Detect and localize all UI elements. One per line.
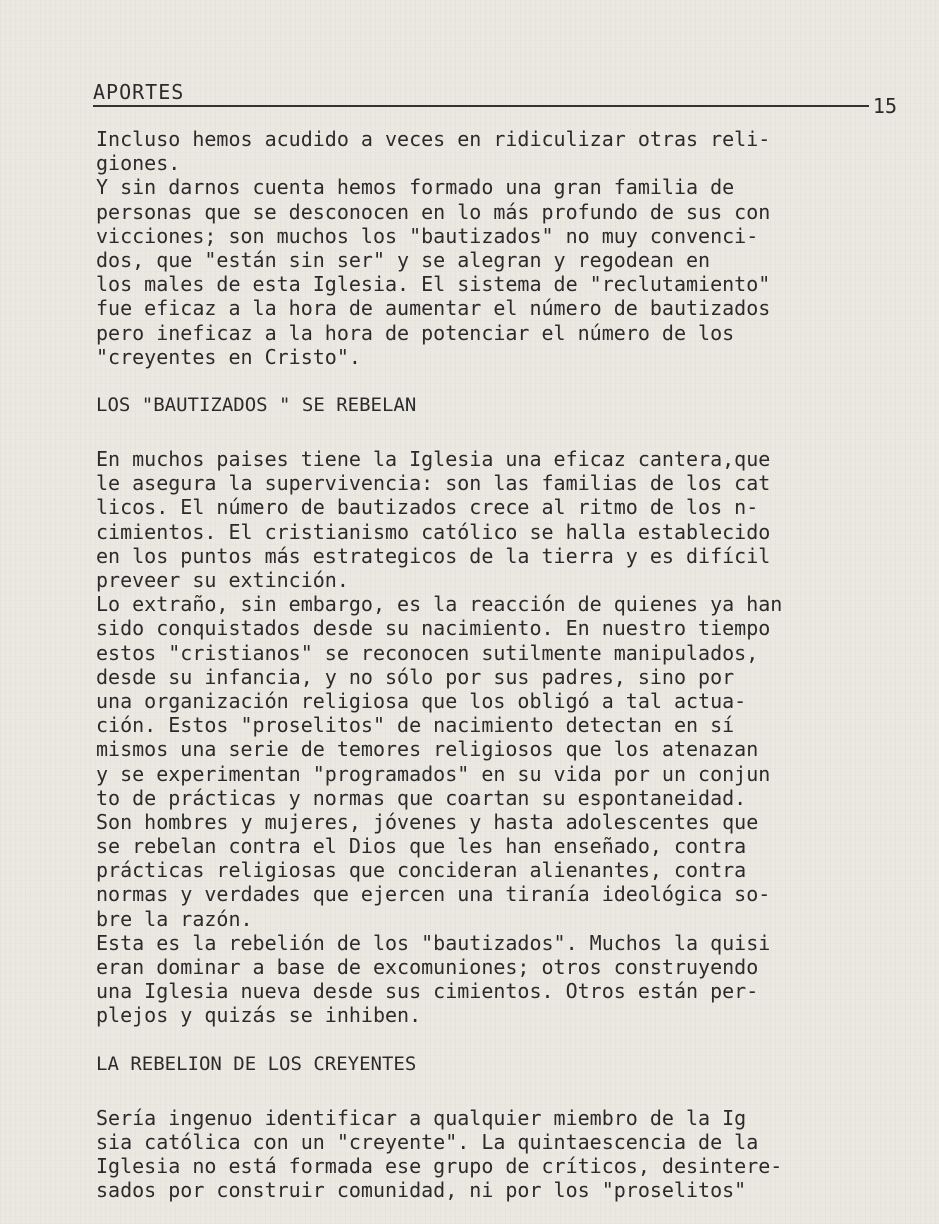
running-title: APORTES: [93, 80, 185, 104]
text-line: Iglesia no está formada ese grupo de críticos, desintere-: [96, 1154, 783, 1179]
text-line: personas que se desconocen en lo más profundo de sus con: [96, 199, 771, 224]
text-line: bre la razón.: [96, 906, 253, 931]
text-line: giones.: [96, 151, 181, 176]
text-line: fue eficaz a la hora de aumentar el número de bautizados: [96, 296, 771, 321]
section-heading-creyentes: LA REBELION DE LOS CREYENTES: [96, 1052, 417, 1075]
text-line: sia católica con un "creyente". La quintaescencia de la: [96, 1129, 759, 1154]
text-line: se rebelan contra el Dios que les han enseñado, contra: [96, 834, 747, 859]
page-number: 15: [872, 94, 897, 118]
text-line: preveer su extinción.: [96, 568, 349, 592]
text-line: Y sin darnos cuenta hemos formado una gran familia de: [96, 175, 735, 200]
text-line: le asegura la supervivencia: son las familias de los cat: [96, 471, 771, 496]
text-line: y se experimentan "programados" en su vida por un conjun: [96, 761, 771, 786]
text-line: mismos una serie de temores religiosos que los atenazan: [96, 737, 759, 762]
text-line: una Iglesia nueva desde sus cimientos. Otros están per-: [96, 979, 759, 1004]
text-line: desde su infancia, y no sólo por sus padres, sino por: [96, 664, 735, 689]
page-header: [93, 80, 903, 116]
text-line: cimientos. El cristianismo católico se halla establecido: [96, 519, 771, 544]
text-line: una organización religiosa que los obligó a tal actua-: [96, 688, 747, 713]
text-line: En muchos paises tiene la Iglesia una eficaz cantera,que: [96, 447, 771, 472]
text-line: sido conquistados desde su nacimiento. En nuestro tiempo: [96, 616, 771, 641]
header-rule: [93, 105, 869, 107]
document-body: [96, 127, 906, 1203]
text-line: Esta es la rebelión de los "bautizados". Muchos la quisi: [96, 930, 771, 955]
paragraph-bautizados: [96, 447, 906, 1028]
text-line: normas y verdades que ejercen una tiranía ideológica so-: [96, 882, 771, 907]
text-line: plejos y quizás se inhiben.: [96, 1003, 422, 1028]
paragraph-intro: [96, 127, 906, 369]
text-line: ción. Estos "proselitos" de nacimiento detectan en sí: [96, 713, 735, 738]
text-line: eran dominar a base de excomuniones; otros construyendo: [96, 955, 759, 979]
text-line: pero ineficaz a la hora de potenciar el número de los: [96, 320, 735, 345]
text-line: Sería ingenuo identificar a qualquier miembro de la Ig: [96, 1105, 747, 1130]
text-line: vicciones; son muchos los "bautizados" no muy convenci-: [96, 223, 759, 248]
section-heading-bautizados: LOS "BAUTIZADOS " SE REBELAN: [96, 393, 417, 416]
text-line: Incluso hemos acudido a veces en ridiculizar otras reli-: [96, 127, 771, 151]
text-line: los males de esta Iglesia. El sistema de "reclutamiento": [96, 272, 771, 297]
text-line: "creyentes en Cristo".: [96, 344, 361, 369]
text-line: licos. El número de bautizados crece al ritmo de los n-: [96, 495, 759, 520]
text-line: sados por construir comunidad, ni por los "proselitos": [96, 1178, 747, 1203]
text-line: dos, que "están sin ser" y se alegran y regodean en: [96, 247, 711, 272]
text-line: Son hombres y mujeres, jóvenes y hasta adolescentes que: [96, 809, 759, 834]
text-line: Lo extraño, sin embargo, es la reacción de quienes ya han: [96, 592, 783, 617]
text-line: en los puntos más estrategicos de la tierra y es difícil: [96, 543, 771, 568]
paragraph-creyentes: [96, 1106, 906, 1203]
text-line: to de prácticas y normas que coartan su espontaneidad.: [96, 785, 747, 810]
text-line: prácticas religiosas que concideran alienantes, contra: [96, 858, 747, 883]
text-line: estos "cristianos" se reconocen sutilmente manipulados,: [96, 640, 759, 665]
